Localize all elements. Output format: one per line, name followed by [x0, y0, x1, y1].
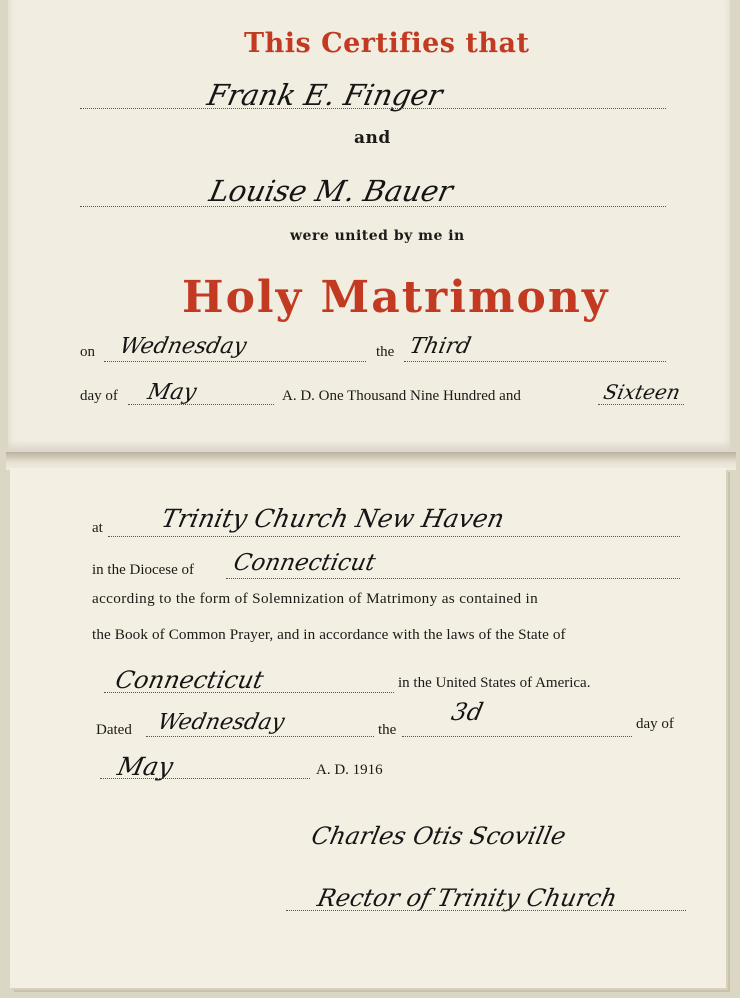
- and-label: and: [354, 128, 391, 148]
- signature-line: [286, 910, 686, 911]
- dated-label: Dated: [96, 722, 132, 738]
- dated-the-label: the: [378, 722, 397, 738]
- place-line: [108, 536, 680, 537]
- dated-month-line: [100, 778, 310, 779]
- officiant-title: Rector of Trinity Church: [315, 884, 620, 912]
- certificate-heading: This Certifies that: [244, 28, 530, 59]
- place-value: Trinity Church New Haven: [158, 504, 508, 533]
- the-label: the: [376, 344, 395, 360]
- diocese-value: Connecticut: [231, 550, 378, 576]
- month-value: May: [145, 380, 199, 405]
- form-text-line-1: according to the form of Solemnization of Matrimony as contained in: [92, 590, 539, 607]
- dated-day-of-label: day of: [636, 716, 674, 732]
- year-word-value: Sixteen: [601, 380, 683, 404]
- dated-weekday-line: [146, 736, 374, 737]
- month-line: [128, 404, 274, 405]
- holy-matrimony-title: Holy Matrimony: [182, 272, 610, 323]
- on-label: on: [80, 344, 95, 360]
- weekday-line: [104, 361, 366, 362]
- dated-weekday-value: Wednesday: [155, 710, 287, 735]
- ad-phrase: A. D. One Thousand Nine Hundred and: [282, 388, 521, 404]
- dated-month-value: May: [114, 752, 176, 781]
- dated-year: A. D. 1916: [316, 762, 383, 778]
- usa-text: in the United States of America.: [398, 675, 591, 691]
- dated-day-value: 3d: [449, 698, 486, 726]
- bride-name: Louise M. Bauer: [206, 174, 456, 208]
- diocese-line: [226, 578, 680, 579]
- day-ordinal-line: [404, 361, 666, 362]
- state-line: [104, 692, 394, 693]
- day-of-label: day of: [80, 388, 118, 404]
- groom-name: Frank E. Finger: [204, 78, 446, 112]
- year-word-line: [598, 404, 684, 405]
- united-label: were united by me in: [290, 228, 465, 244]
- diocese-label: in the Diocese of: [92, 562, 195, 578]
- state-value: Connecticut: [113, 666, 267, 694]
- officiant-signature: Charles Otis Scoville: [309, 822, 569, 850]
- form-text-line-2: the Book of Common Prayer, and in accordance with the laws of the State of: [92, 626, 566, 643]
- weekday-value: Wednesday: [117, 334, 249, 359]
- groom-line: [80, 108, 666, 109]
- at-label: at: [92, 520, 103, 536]
- day-ordinal-value: Third: [407, 334, 474, 359]
- dated-day-line: [402, 736, 632, 737]
- bride-line: [80, 206, 666, 207]
